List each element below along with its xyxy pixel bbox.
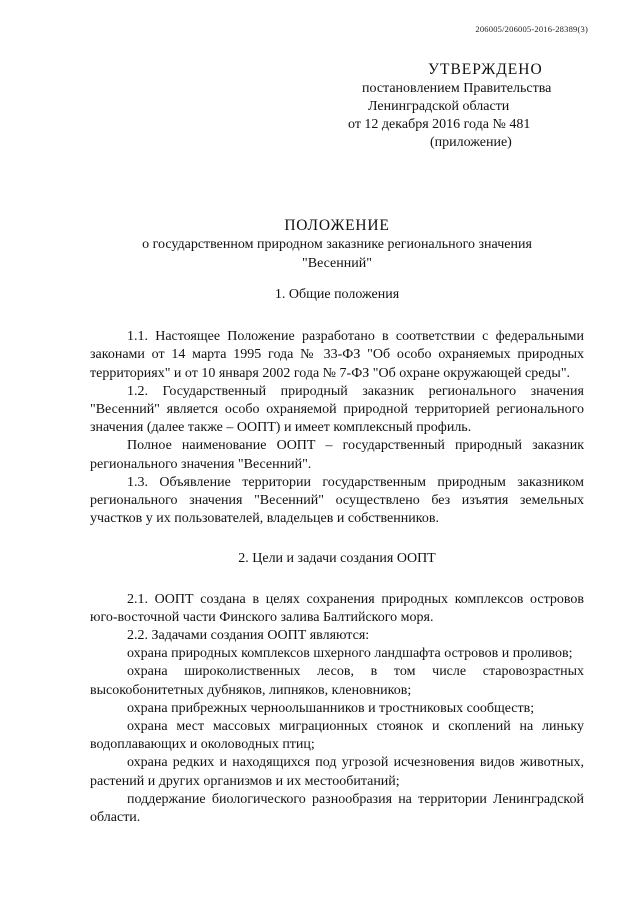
- paragraph-1-1: 1.1. Настоящее Положение разработано в соответствии с федеральными законами от 14 марта 1995 года № 33-ФЗ "Об особо охраняемых природных территориях" и от 10 января 2002 года № 7-ФЗ "Об охране окружающей среды".: [90, 329, 584, 381]
- approval-line-3: от 12 декабря 2016 года № 481: [348, 117, 531, 132]
- task-item: поддержание биологического разнообразия на территории Ленинградской области.: [90, 791, 584, 826]
- task-item: охрана прибрежных черноольшанников и тростниковых сообществ;: [127, 700, 535, 716]
- paragraph-1-2: 1.2. Государственный природный заказник регионального значения "Весенний" является особо охраняемой природной территорией регионального значения (далее также – ООПТ) и имеет комплексный профиль.: [90, 383, 584, 436]
- document-heading: [90, 216, 584, 273]
- approval-title: УТВЕРЖДЕНО: [428, 61, 543, 78]
- task-item: охрана широколиственных лесов, в том числе старовозрастных высокобонитетных дубняков, липняков, кленовников;: [90, 664, 584, 698]
- task-item: охрана редких и находящихся под угрозой исчезновения видов животных, растений и других организмов и их местообитаний;: [90, 755, 584, 789]
- task-item: охрана природных комплексов шхерного ландшафта островов и проливов;: [127, 646, 573, 662]
- section-2-title: 2. Цели и задачи создания ООПТ: [238, 551, 436, 567]
- approval-stamp: [348, 60, 602, 152]
- document-body: [90, 286, 584, 827]
- approval-line-1: постановлением Правительства: [362, 81, 552, 96]
- paragraph-full-name: Полное наименование ООПТ – государственный природный заказник регионального значения "Весенний".: [90, 438, 584, 472]
- task-item: охрана мест массовых миграционных стоянок и скоплений на линьку водоплавающих и околоводных птиц;: [90, 719, 584, 753]
- approval-line-2: Ленинградской области: [368, 99, 510, 114]
- paragraph-2-2: 2.2. Задачами создания ООПТ являются:: [127, 628, 370, 644]
- document-title: ПОЛОЖЕНИЕ: [284, 217, 390, 234]
- document-subtitle-1: о государственном природном заказнике регионального значения: [142, 237, 532, 252]
- paragraph-2-1: 2.1. ООПТ создана в целях сохранения природных комплексов островов юго-восточной части Финского залива Балтийского моря.: [90, 591, 584, 625]
- section-1-title: 1. Общие положения: [274, 287, 400, 302]
- approval-line-4: (приложение): [430, 135, 512, 150]
- document-subtitle-2: "Весенний": [302, 256, 372, 271]
- document-number: 206005/206005-2016-28389(3): [475, 24, 588, 34]
- paragraph-1-3: 1.3. Объявление территории государственным природным заказником регионального значения "Весенний" осуществлено без изъятия земельных участков у их пользователей, владельцев и собственников.: [90, 474, 584, 527]
